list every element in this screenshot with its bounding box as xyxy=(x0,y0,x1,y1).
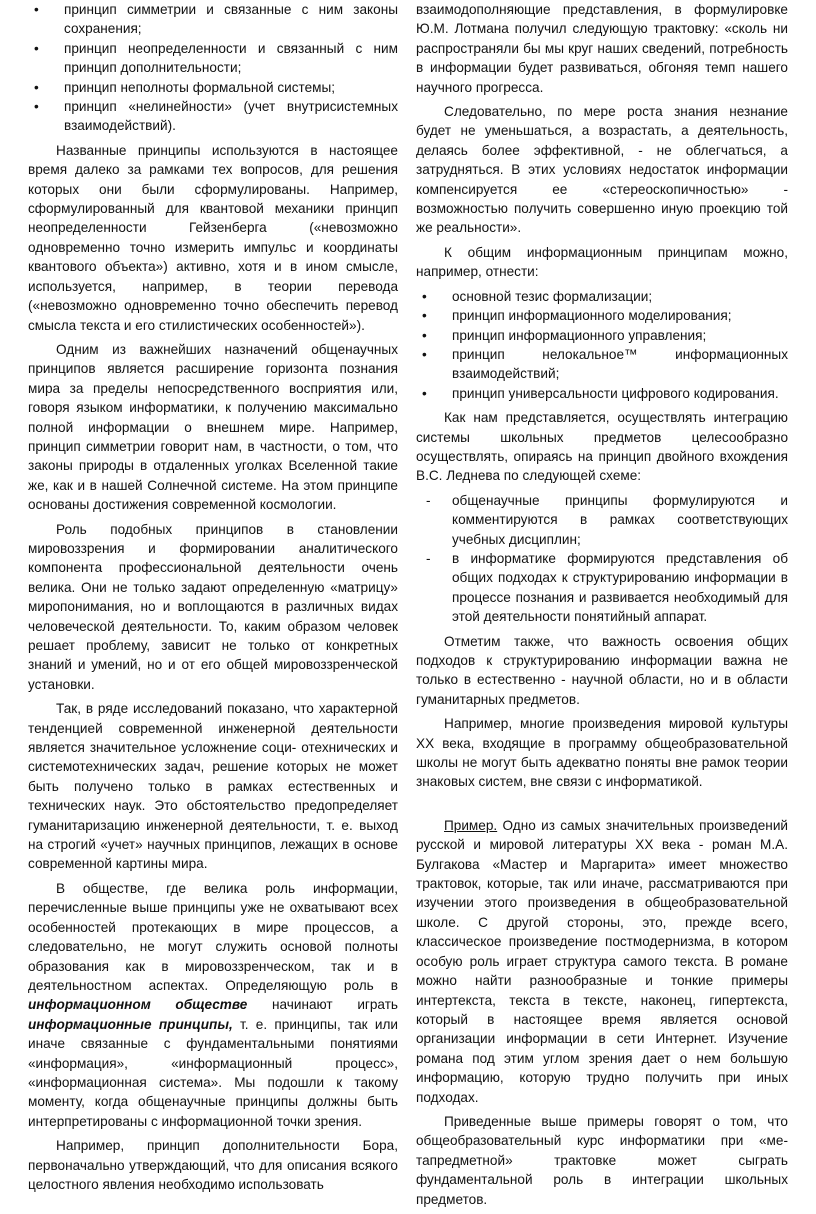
info-principles-list xyxy=(416,287,788,403)
paragraph: Одним из важнейших назначений общенаучных принципов является расширение горизонта познания мира за пределы непосредственного восприятия или, говоря языком информатики, к получению максимально полной информации о внешнем мире. Например, принцип симметрии говорит нам, в частности, о том, что законы природы в отдаленных уголках Вселенной такие же, как и в нашей Солнечной системе. На этом принципе основаны достижения современной космологии. xyxy=(28,341,398,513)
list-item: • принцип «нелинейности» (учет внутрисистемных взаимодействий). xyxy=(34,99,398,134)
list-item: • принцип информационного управления; xyxy=(416,326,788,345)
list-item: • принцип неопределенности и связанный с ним принцип дополнительности; xyxy=(34,40,398,76)
bullet-marker: • xyxy=(422,385,427,401)
paragraph: Названные принципы используются в настоящее время далеко за рамками тех вопросов, для решения которых они были сформулированы. Например, сформулированный для квантовой механики принцип неопределенности Гейзенберга («невозможно одновременно точно измерить импульс и координаты квантового объекта») активно, хотя и в ином смысле, используется, например, в теории перевода («невозможно одновременно точно обеспечить перевод смысла текста и его стилистических особенностей»). xyxy=(28,142,398,333)
example-paragraph: Пример. Одно из самых значительных произведений русской и мировой литературы XX века - роман М.А. Булгакова «Мастер и Маргарита» имеет множество трактовок, которые, так или иначе, рассматриваются при изучении этого произведения в общеобразовательной школе. С другой стороны, это, прежде всего, классическое произведение постмодернизма, в котором особую роль играет структура самого текста. В романе можно найти разнообразные и тонкие примеры интертекста, текста в тексте, наконец, гипертекста, который в настоящее время является основой организации информации в сети Интернет. Изучение романа под этим углом зрения дает о нем большую информацию, которую трудно получить при иных подходах. xyxy=(416,817,789,1105)
bullet-marker: • xyxy=(34,40,39,56)
paragraph: Как нам представляется, осуществлять интеграцию системы школьных предметов целесообразно осуществлять, опираясь на принцип двойного вхождения B.C. Леднева по следующей схеме: xyxy=(416,410,788,484)
blank-line xyxy=(416,797,788,816)
left-column xyxy=(28,0,398,1199)
paragraph: взаимодополняющие представления, в формулировке Ю.М. Лотмана получил следующую трактовку: «сколь ни распространяли бы мы круг наших сведений, потребность в информации будет развиваться, обгоняя темп нашего научного прогресса. xyxy=(416,2,788,95)
dash-marker: - xyxy=(426,492,431,508)
paragraph: Отметим также, что важность освоения общих подходов к структурированию информации важна не только в естественно - научной области, но и в области гуманитарных предметов. xyxy=(416,633,788,707)
paragraph: К общим информационным принципам можно, например, отнести: xyxy=(416,244,788,280)
principles-list-top xyxy=(28,0,398,136)
paragraph: В обществе, где велика роль информации, перечисленные выше принципы уже не охватывают всех особенностей протекающих в мире процессов, а следовательно, не могут служить основой полноты образования как в мировоззренческом, так и в деятельностном аспектах. Определяющую роль в информационном обществе начинают играть информационные принципы, т. е. принципы, так или иначе связанные с фундаментальными понятиями «информация», «информационный процесс», «информационная система». Мы подошли к такому моменту, когда общенаучные принципы должны быть интерпретированы с информационной точки зрения. xyxy=(28,880,399,1129)
paragraph: Например, многие произведения мировой культуры XX века, входящие в программу общеобразовательной школы не могут быть адекватно поняты вне рамок теории знаковых систем, вне связи с информатикой. xyxy=(416,716,788,790)
list-item: - в информатике формируются представления об общих подходах к структурированию информации в процессе познания и развивается необходимый для этой деятельности понятийный аппарат. xyxy=(426,550,788,625)
list-item: • принцип симметрии и связанные с ним законы сохранения; xyxy=(34,2,398,37)
bullet-marker: • xyxy=(34,79,39,95)
list-item: • принцип нелокальное™ информационных взаимодействий; xyxy=(422,346,788,382)
bullet-marker: • xyxy=(422,327,427,343)
list-item: • основной тезис формализации; xyxy=(416,287,788,306)
right-column xyxy=(416,0,788,1214)
paragraph: Например, принцип дополнительности Бора, первоначально утверждающий, что для описания всякого целостного явления необходимо использовать xyxy=(28,1138,398,1192)
example-label: Пример. xyxy=(444,817,498,833)
list-item: - общенаучные принципы формулируются и комментируются в рамках соответствующих учебных дисциплин; xyxy=(426,492,788,547)
list-item: • принцип универсальности цифрового кодирования. xyxy=(416,384,788,403)
paragraph: Приведенные выше примеры говорят о том, что общеобразовательный курс информатики при «ме- тапредметной» трактовке может сыграть фундаментальной роль в интеграции школьных предметов. xyxy=(416,1113,788,1207)
paragraph: Так, в ряде исследований показано, что характерной тенденцией современной инженерной деятельности является значительное усложнение соци- отехнических и системотехнических задач, решение которых не может быть получено только в рамках естественных и технических наук. Это обстоятельство предопределяет гуманитаризацию инженерной деятельности, т. е. выход на строгий «учет» научных принципов, лежащих в основе современной картины мира. xyxy=(28,701,398,872)
bullet-marker: • xyxy=(422,288,427,304)
emphasis-text: информационные принципы, xyxy=(28,1016,233,1032)
bullet-marker: • xyxy=(422,346,427,362)
list-item: • принцип информационного моделирования; xyxy=(416,306,788,325)
paragraph: Роль подобных принципов в становлении мировоззрения и формировании аналитического компонента профессиональной деятельности очень велика. Они не только задают определенную «матрицу» миропонимания, но и воплощаются в различных видах человеческой деятельности. То, каким образом человек решает проблему, зависит не только от конкретных знаний и умений, но и от его общей мировоззренческой установки. xyxy=(28,521,398,692)
bullet-marker: • xyxy=(422,308,427,324)
list-item: • принцип неполноты формальной системы; xyxy=(28,78,398,97)
bullet-marker: • xyxy=(34,99,39,115)
scheme-list xyxy=(416,491,788,627)
paragraph: Следовательно, по мере роста знания незнание будет не уменьшаться, а возрастать, а деятельность, делаясь более эффективной, - не облегчаться, а затрудняться. В этих условиях недостаток информации компенсируется ее «стереоскопичностью» - возможностью получить совершенно иную проекцию той же реальности». xyxy=(416,104,788,236)
emphasis-text: информационном обществе xyxy=(28,997,248,1013)
dash-marker: - xyxy=(426,550,431,566)
bullet-marker: • xyxy=(34,2,39,17)
